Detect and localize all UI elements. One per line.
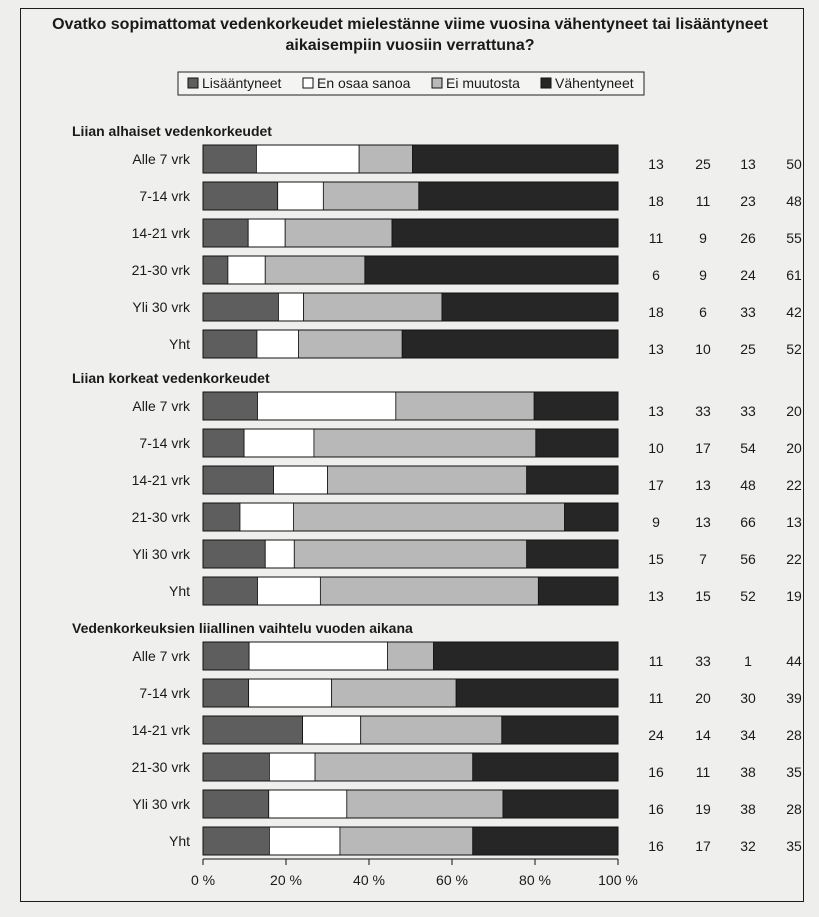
bar-segment <box>387 642 433 670</box>
data-value-label: 48 <box>786 193 802 209</box>
data-value-label: 20 <box>786 440 802 456</box>
bar-segment <box>527 540 618 568</box>
bar-segment <box>265 540 294 568</box>
bar-segment <box>419 182 618 210</box>
bar-segment <box>347 790 503 818</box>
category-label: Yht <box>168 336 190 352</box>
bar-segment <box>473 827 618 855</box>
data-value-label: 33 <box>740 304 756 320</box>
bar-segment <box>278 293 303 321</box>
data-value-label: 33 <box>740 403 756 419</box>
data-value-label: 14 <box>695 727 711 743</box>
data-value-label: 15 <box>648 551 664 567</box>
data-value-label: 15 <box>695 588 711 604</box>
data-value-label: 6 <box>652 267 660 283</box>
data-value-label: 11 <box>648 690 664 706</box>
bar-segment <box>203 392 257 420</box>
chart-title-line: aikaisempiin vuosiin verrattuna? <box>285 37 535 54</box>
legend-label: Lisääntyneet <box>202 75 282 91</box>
category-label: Yli 30 vrk <box>132 796 190 812</box>
bar-segment <box>502 716 618 744</box>
bar-segment <box>203 753 269 781</box>
data-value-label: 10 <box>695 341 711 357</box>
bar-segment <box>203 466 274 494</box>
data-value-label: 13 <box>648 341 664 357</box>
data-value-label: 1 <box>744 653 752 669</box>
category-label: Alle 7 vrk <box>132 648 190 664</box>
category-label: Yli 30 vrk <box>132 546 190 562</box>
category-label: Alle 7 vrk <box>132 151 190 167</box>
data-value-label: 9 <box>699 230 707 246</box>
bar-segment <box>536 429 618 457</box>
data-value-label: 23 <box>740 193 756 209</box>
bar-segment <box>534 392 618 420</box>
data-value-label: 56 <box>740 551 756 567</box>
bar-segment <box>203 145 256 173</box>
category-label: 21-30 vrk <box>131 759 190 775</box>
data-value-label: 61 <box>786 267 802 283</box>
bar-segment <box>228 256 265 284</box>
data-value-label: 10 <box>648 440 664 456</box>
bar-segment <box>359 145 412 173</box>
category-label: 7-14 vrk <box>139 435 190 451</box>
data-value-label: 17 <box>648 477 664 493</box>
data-value-label: 33 <box>695 653 711 669</box>
data-value-label: 25 <box>695 156 711 172</box>
legend-swatch <box>303 78 313 88</box>
category-label: Yli 30 vrk <box>132 299 190 315</box>
bar-segment <box>320 577 538 605</box>
bar-segment <box>203 716 303 744</box>
data-value-label: 33 <box>695 403 711 419</box>
bar-segment <box>278 182 324 210</box>
bar-segment <box>240 503 293 531</box>
bar-segment <box>203 330 257 358</box>
legend-swatch <box>541 78 551 88</box>
bar-segment <box>473 753 618 781</box>
data-value-label: 19 <box>695 801 711 817</box>
bar-segment <box>257 577 320 605</box>
data-value-label: 17 <box>695 838 711 854</box>
data-value-label: 38 <box>740 801 756 817</box>
group-label: Vedenkorkeuksien liiallinen vaihtelu vuoden aikana <box>72 620 413 636</box>
data-value-label: 26 <box>740 230 756 246</box>
data-value-label: 32 <box>740 838 756 854</box>
data-value-label: 19 <box>786 588 802 604</box>
bar-segment <box>203 219 248 247</box>
data-value-label: 9 <box>652 514 660 530</box>
legend-swatch <box>188 78 198 88</box>
legend-label: En osaa sanoa <box>317 75 411 91</box>
data-value-label: 11 <box>648 653 664 669</box>
data-value-label: 13 <box>695 514 711 530</box>
bar-segment <box>203 577 257 605</box>
x-tick-label: 20 % <box>270 872 302 888</box>
bar-segment <box>203 679 249 707</box>
bar-segment <box>332 679 457 707</box>
data-value-label: 20 <box>695 690 711 706</box>
data-value-label: 22 <box>786 477 802 493</box>
bar-segment <box>456 679 618 707</box>
data-value-label: 13 <box>648 403 664 419</box>
bar-segment <box>269 827 340 855</box>
data-value-label: 66 <box>740 514 756 530</box>
bar-segment <box>293 503 564 531</box>
bar-segment <box>565 503 618 531</box>
data-value-label: 30 <box>740 690 756 706</box>
category-label: 14-21 vrk <box>131 472 190 488</box>
data-value-label: 42 <box>786 304 802 320</box>
bar-segment <box>392 219 618 247</box>
data-value-label: 52 <box>740 588 756 604</box>
data-value-label: 48 <box>740 477 756 493</box>
bar-segment <box>203 642 249 670</box>
x-tick-label: 0 % <box>190 872 216 888</box>
category-label: 21-30 vrk <box>131 262 190 278</box>
legend-swatch <box>432 78 442 88</box>
data-value-label: 52 <box>786 341 802 357</box>
bar-segment <box>203 540 265 568</box>
category-label: 7-14 vrk <box>139 188 190 204</box>
data-value-label: 6 <box>699 304 707 320</box>
bar-segment <box>315 753 473 781</box>
data-value-label: 35 <box>786 764 802 780</box>
category-label: Alle 7 vrk <box>132 398 190 414</box>
data-value-label: 39 <box>786 690 802 706</box>
bar-segment <box>203 827 269 855</box>
x-tick-label: 60 % <box>436 872 468 888</box>
bar-segment <box>365 256 618 284</box>
bar-segment <box>434 642 618 670</box>
category-label: Yht <box>168 583 190 599</box>
data-value-label: 38 <box>740 764 756 780</box>
data-value-label: 17 <box>695 440 711 456</box>
legend-label: Vähentyneet <box>555 75 634 91</box>
x-tick-label: 80 % <box>519 872 551 888</box>
category-label: 21-30 vrk <box>131 509 190 525</box>
bar-segment <box>304 293 442 321</box>
data-value-label: 9 <box>699 267 707 283</box>
bar-segment <box>274 466 328 494</box>
data-value-label: 22 <box>786 551 802 567</box>
bar-segment <box>285 219 392 247</box>
data-value-label: 34 <box>740 727 756 743</box>
bar-segment <box>265 256 365 284</box>
group-label: Liian korkeat vedenkorkeudet <box>72 370 270 386</box>
bar-segment <box>203 256 228 284</box>
bar-segment <box>328 466 527 494</box>
group-label: Liian alhaiset vedenkorkeudet <box>72 123 272 139</box>
bar-segment <box>340 827 473 855</box>
category-label: 7-14 vrk <box>139 685 190 701</box>
bar-segment <box>442 293 618 321</box>
category-label: 14-21 vrk <box>131 225 190 241</box>
data-value-label: 24 <box>740 267 756 283</box>
data-value-label: 35 <box>786 838 802 854</box>
bar-segment <box>503 790 618 818</box>
data-value-label: 28 <box>786 727 802 743</box>
data-value-label: 50 <box>786 156 802 172</box>
bar-segment <box>314 429 536 457</box>
bar-segment <box>257 330 299 358</box>
data-value-label: 28 <box>786 801 802 817</box>
bar-segment <box>361 716 502 744</box>
bar-segment <box>269 790 347 818</box>
data-value-label: 11 <box>695 193 711 209</box>
data-value-label: 18 <box>648 304 664 320</box>
data-value-label: 7 <box>699 551 707 567</box>
data-value-label: 13 <box>648 156 664 172</box>
bar-segment <box>538 577 618 605</box>
bar-segment <box>294 540 526 568</box>
bar-segment <box>203 293 278 321</box>
x-tick-label: 40 % <box>353 872 385 888</box>
data-value-label: 16 <box>648 801 664 817</box>
data-value-label: 16 <box>648 764 664 780</box>
bar-segment <box>269 753 315 781</box>
bar-segment <box>203 429 244 457</box>
data-value-label: 13 <box>648 588 664 604</box>
chart-title-line: Ovatko sopimattomat vedenkorkeudet mielestänne viime vuosina vähentyneet tai lisääntyneet <box>52 16 768 33</box>
x-tick-label: 100 % <box>598 872 638 888</box>
category-label: 14-21 vrk <box>131 722 190 738</box>
data-value-label: 13 <box>786 514 802 530</box>
data-value-label: 11 <box>648 230 664 246</box>
bar-segment <box>244 429 314 457</box>
data-value-label: 18 <box>648 193 664 209</box>
data-value-label: 54 <box>740 440 756 456</box>
category-label: Yht <box>168 833 190 849</box>
data-value-label: 55 <box>786 230 802 246</box>
bar-segment <box>323 182 418 210</box>
bar-segment <box>303 716 361 744</box>
bar-segment <box>248 219 285 247</box>
bar-segment <box>396 392 534 420</box>
bar-segment <box>203 790 269 818</box>
bar-segment <box>413 145 618 173</box>
bar-segment <box>256 145 359 173</box>
data-value-label: 11 <box>695 764 711 780</box>
data-value-label: 24 <box>648 727 664 743</box>
data-value-label: 16 <box>648 838 664 854</box>
bar-segment <box>298 330 402 358</box>
data-value-label: 13 <box>740 156 756 172</box>
bar-segment <box>249 642 387 670</box>
bar-segment <box>249 679 332 707</box>
bar-segment <box>257 392 395 420</box>
data-value-label: 25 <box>740 341 756 357</box>
bar-segment <box>203 182 278 210</box>
bar-segment <box>402 330 618 358</box>
data-value-label: 20 <box>786 403 802 419</box>
data-value-label: 13 <box>695 477 711 493</box>
legend-label: Ei muutosta <box>446 75 520 91</box>
data-value-label: 44 <box>786 653 802 669</box>
bar-segment <box>527 466 618 494</box>
bar-segment <box>203 503 240 531</box>
